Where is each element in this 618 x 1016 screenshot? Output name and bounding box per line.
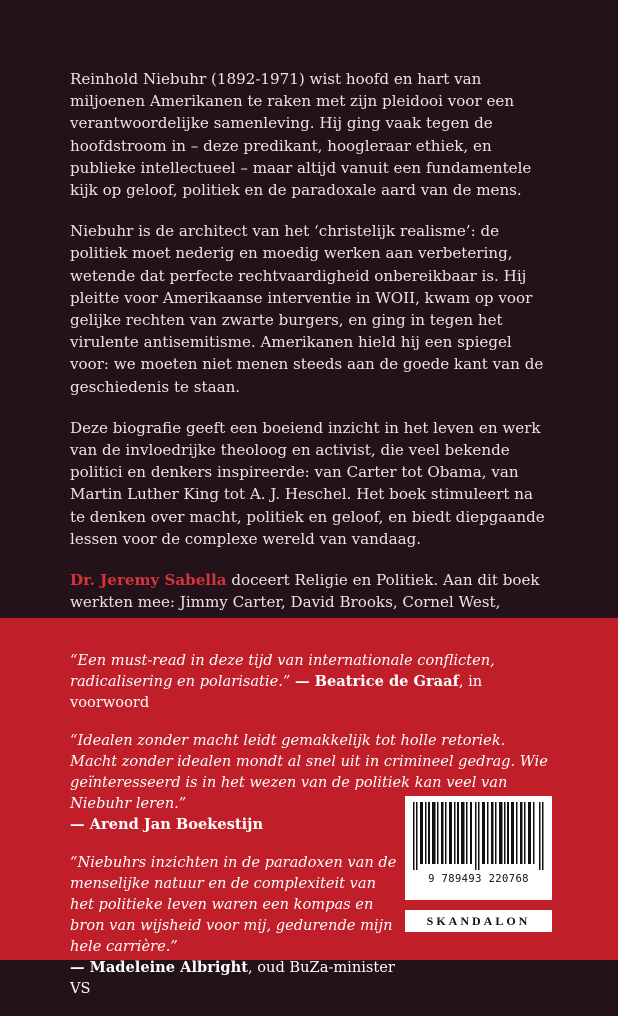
endorsement-3-suffix: , oud BuZa-minister VS <box>70 959 395 997</box>
endorsement-3 <box>70 852 400 999</box>
endorsement-3-author: — Madeleine Albright <box>70 959 248 976</box>
endorsements-section <box>0 618 618 997</box>
endorsement-1-text: “Een must-read in deze tijd van internationale conflicten, radicalisering en polarisatie.” <box>70 652 495 690</box>
blurb-text <box>70 68 552 655</box>
publisher-logo: SKANDALON <box>405 910 552 932</box>
endorsement-1-author: — Beatrice de Graaf <box>294 673 459 690</box>
isbn-barcode <box>405 796 552 900</box>
isbn-number: 9 789493 220768 <box>428 873 529 885</box>
endorsement-1-suffix: , in voorwoord <box>70 673 483 711</box>
blurb-paragraph-2: Niebuhr is de architect van het ‘christelijk realisme’: de politiek moet nederig en moedig werken aan verbetering, wetende dat perfecte rechtvaardigheid onbereikbaar is. Hij pleitte voor Amerikaanse interventie in WOII, kwam op voor gelijke rechten van zwarte burgers, en ging in tegen het virulente antisemitisme. Amerikanen hield hij een spiegel voor: we moeten niet menen steeds aan de goede kant van de geschiedenis te staan. <box>70 222 544 396</box>
blurb-paragraph-1: Reinhold Niebuhr (1892-1971) wist hoofd en hart van miljoenen Amerikanen te raken met zijn pleidooi voor een verantwoordelijke samenleving. Hij ging vaak tegen de hoofdstroom in – deze predikant, hoogleraar ethiek, en publieke intellectueel – maar altijd vanuit een fundamentele kijk op geloof, politiek en de paradoxale aard van de mens. <box>70 70 532 200</box>
author-name: Dr. Jeremy Sabella <box>70 571 227 590</box>
endorsement-1 <box>70 650 550 713</box>
barcode-bars <box>413 802 544 870</box>
blurb-paragraph-3: Deze biografie geeft een boeiend inzicht in het leven en werk van de invloedrijke theoloog en activist, die veel bekende politici en denkers inspireerde: van Carter tot Obama, van Martin Luther King tot A. J. Heschel. Het boek stimuleert na te denken over macht, politiek en geloof, en biedt diepgaande lessen voor de complexe wereld van vandaag. <box>70 418 545 548</box>
endorsement-2-author: — Arend Jan Boekestijn <box>70 816 264 833</box>
author-bio: doceert Religie en Politiek. Aan dit boek werkten mee: Jimmy Carter, David Brooks, Cornel West, <box>70 571 540 612</box>
endorsement-3-text: “Niebuhrs inzichten in de paradoxen van de menselijke natuur en de complexiteit van het politieke leven waren een kompas en bron van wijsheid voor mij, gedurende mijn hele carrière.” <box>70 854 397 955</box>
endorsement-2-text: “Idealen zonder macht leidt gemakkelijk tot holle retoriek. Macht zonder idealen mondt al snel uit in crimineel gedrag. Wie geïnteresseerd is in het wezen van de politiek kan veel van Niebuhr leren.” <box>70 732 548 812</box>
